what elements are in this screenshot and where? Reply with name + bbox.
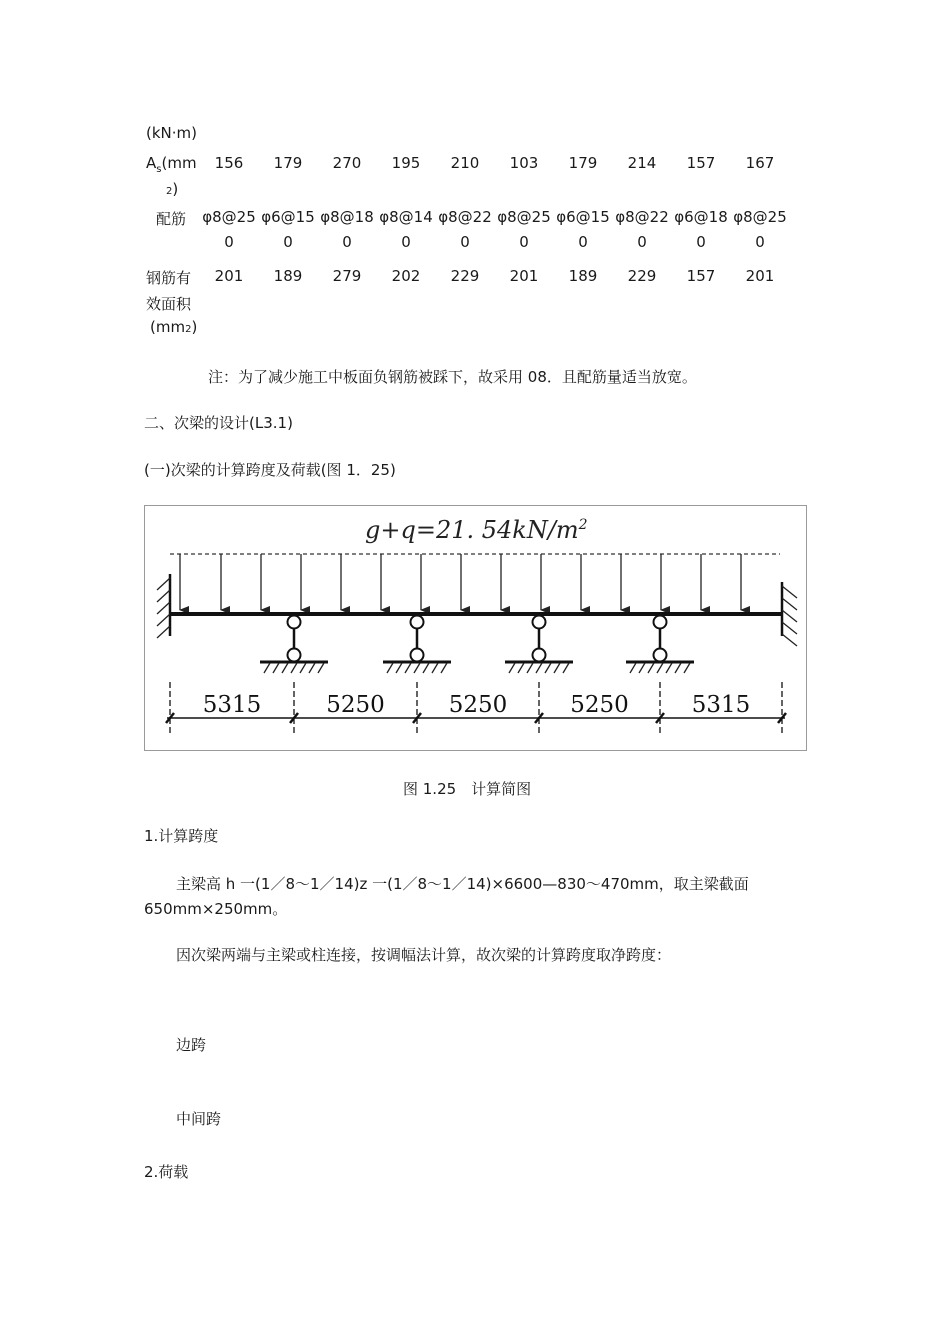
middle-span-label: 中间跨 xyxy=(176,1110,222,1128)
rebar-value-line1-5: φ8@22 xyxy=(438,208,492,226)
as-value-10: 167 xyxy=(745,154,775,172)
rebar-value-line2-1: 0 xyxy=(224,233,234,251)
rebar-value-line1-4: φ8@14 xyxy=(379,208,433,226)
area-value-2: 189 xyxy=(273,267,303,285)
rebar-row-label: 配筋 xyxy=(156,210,187,228)
as-label-sub: s xyxy=(156,164,162,175)
as-value-3: 270 xyxy=(332,154,362,172)
span-length-label: 5250 xyxy=(570,692,629,718)
as-value-5: 210 xyxy=(450,154,480,172)
span-dimension-line xyxy=(166,682,786,736)
figure-caption: 图 1.25 计算简图 xyxy=(403,780,532,798)
area-value-4: 202 xyxy=(391,267,421,285)
pinned-supports xyxy=(260,616,694,674)
as-label-sup: 2 xyxy=(166,186,173,197)
area-label-unit: (mm xyxy=(150,318,186,336)
pin-support xyxy=(383,616,451,674)
span-length-label: 5315 xyxy=(202,692,262,718)
area-value-1: 201 xyxy=(214,267,244,285)
rebar-value-line1-6: φ8@25 xyxy=(497,208,551,226)
as-label-close: ) xyxy=(172,180,179,198)
span-length-label: 5250 xyxy=(326,692,385,718)
rebar-value-line1-10: φ8@25 xyxy=(733,208,787,226)
area-value-10: 201 xyxy=(745,267,775,285)
rebar-value-line1-9: φ6@18 xyxy=(674,208,728,226)
area-value-7: 189 xyxy=(568,267,598,285)
as-row-label-line2 xyxy=(166,180,178,198)
area-row-label-line3 xyxy=(150,318,197,336)
area-label-close: ) xyxy=(191,318,198,336)
rebar-value-line2-7: 0 xyxy=(578,233,588,251)
rebar-value-line1-3: φ8@18 xyxy=(320,208,374,226)
area-row-label-line2: 效面积 xyxy=(146,295,192,313)
as-label-main: A xyxy=(146,154,157,172)
rebar-value-line2-6: 0 xyxy=(519,233,529,251)
rebar-value-line2-4: 0 xyxy=(401,233,411,251)
load-label: g+q=21. $54kN/m^2$ xyxy=(365,516,588,544)
as-value-1: 156 xyxy=(214,154,244,172)
section-2-title: 二、次梁的设计(L3.1) xyxy=(144,414,293,432)
as-value-9: 157 xyxy=(686,154,716,172)
rebar-value-line2-10: 0 xyxy=(755,233,765,251)
beam-diagram-figure xyxy=(144,505,807,751)
pin-support xyxy=(505,616,573,674)
span-length-label: 5315 xyxy=(691,692,751,718)
area-label-sup: 2 xyxy=(185,324,192,335)
edge-span-label: 边跨 xyxy=(176,1036,207,1054)
area-value-8: 229 xyxy=(627,267,657,285)
as-value-8: 214 xyxy=(627,154,657,172)
item-1-title: 1.计算跨度 xyxy=(144,827,219,845)
as-value-4: 195 xyxy=(391,154,421,172)
beam-diagram-svg xyxy=(145,506,806,750)
as-row-label xyxy=(146,154,197,175)
area-value-5: 229 xyxy=(450,267,480,285)
rebar-value-line1-7: φ6@15 xyxy=(556,208,610,226)
paragraph-1-line-1: 主梁高 h 一(1／8～1／14)z 一(1／8～1／14)×6600—830～470mm，取主梁截面 xyxy=(176,875,749,893)
area-value-6: 201 xyxy=(509,267,539,285)
unit-row-label: (kN·m) xyxy=(146,124,197,142)
as-label-rest: (mm xyxy=(161,154,197,172)
area-row-label-line1: 钢筋有 xyxy=(146,269,192,287)
rebar-value-line2-3: 0 xyxy=(342,233,352,251)
right-fixed-support xyxy=(782,582,797,646)
subsection-1-title: (一)次梁的计算跨度及荷载(图 1．25) xyxy=(144,461,396,479)
pin-support xyxy=(626,616,694,674)
rebar-value-line2-5: 0 xyxy=(460,233,470,251)
distributed-load-arrows xyxy=(180,554,741,610)
rebar-value-line2-2: 0 xyxy=(283,233,293,251)
as-value-6: 103 xyxy=(509,154,539,172)
pin-support xyxy=(260,616,328,674)
rebar-value-line1-2: φ6@15 xyxy=(261,208,315,226)
as-value-2: 179 xyxy=(273,154,303,172)
paragraph-2: 因次梁两端与主梁或柱连接，按调幅法计算，故次梁的计算跨度取净跨度： xyxy=(176,946,672,964)
as-value-7: 179 xyxy=(568,154,598,172)
left-fixed-support xyxy=(157,574,170,638)
span-length-label: 5250 xyxy=(448,692,508,718)
area-value-9: 157 xyxy=(686,267,716,285)
rebar-value-line1-1: φ8@25 xyxy=(202,208,256,226)
rebar-value-line1-8: φ8@22 xyxy=(615,208,669,226)
table-note: 注：为了减少施工中板面负钢筋被踩下，故采用 08．且配筋量适当放宽。 xyxy=(208,368,697,386)
area-value-3: 279 xyxy=(332,267,362,285)
rebar-value-line2-8: 0 xyxy=(637,233,647,251)
item-2-title: 2.荷载 xyxy=(144,1163,189,1181)
paragraph-1-line-2: 650mm×250mm。 xyxy=(144,900,288,918)
rebar-value-line2-9: 0 xyxy=(696,233,706,251)
